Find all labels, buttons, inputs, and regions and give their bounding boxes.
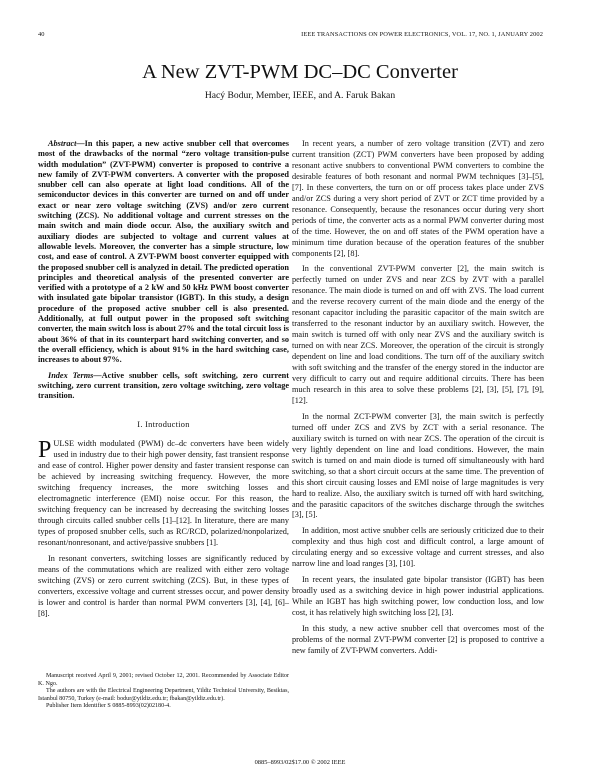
right-paragraph-3: In the normal ZCT-PWM converter [3], the main switch is perfectly turned off under ZCS and ZVS by ZCT with a serial resonance. The auxiliary switch is turned on with near ZCS. The operation of the circuit is very lightly dependent on line and load conditions. However, the main switch is turned on and main diode is turned off simultaneously with hard switching, so that a short circuit occurs at the same time. The prevention of this short circuit causing losses and EMI noise of large magnitudes is very hard to realize. Also, the auxiliary switch is turned off with hard switching, and the parasitic capacitors of the switches discharge through the switches [3], [5].	[292, 411, 544, 520]
intro-paragraph-2: In resonant converters, switching losses are significantly reduced by means of the commutations which are realized with either zero voltage switching (ZVS) or zero current switching (ZCS). But, in these types of converters, excessive voltage and current stresses occur, and power density is lower and control is harder than normal PWM converters [3], [4], [6]–[8].	[38, 553, 289, 618]
abstract-label: Abstract—	[48, 139, 85, 148]
footnote-identifier: Publisher Item Identifier S 0885-8993(02)02180-4.	[46, 703, 171, 710]
footnote-received: Manuscript received April 9, 2001; revised October 12, 2001. Recommended by Associate Editor K. Ngo.	[38, 673, 289, 687]
section-heading: I. Introduction	[137, 420, 190, 430]
left-column	[38, 139, 289, 620]
copyright-line: 0885–8993/02$17.00 © 2002 IEEE	[254, 759, 346, 766]
right-paragraph-5: In recent years, the insulated gate bipolar transistor (IGBT) has been broadly used as a switching device in high power industrial applications. While an IGBT has high switching power, low conduction loss, and low cost, it has relatively high switching loss [2], [3].	[292, 575, 544, 618]
drop-cap: P	[38, 437, 52, 464]
index-terms-label: Index Terms—	[48, 370, 102, 380]
right-paragraph-2: In the conventional ZVT-PWM converter [2], the main switch is perfectly turned on under ZVS and near ZCS by ZVT with a parallel resonance. The main diode is turned on and off with ZVS. The load current and the reverse recovery current of the main diode and the energy of the resonant capacitor including the parasitic capacitor of the main switch are transferred to the resonant inductor by an auxiliary switch. However, the main switch is turned off with only near ZVS and the auxiliary switch is turned on with near ZCS. Moreover, the operation of the circuit is strongly dependent on line and load conditions. The turn off of the auxiliary switch with soft switching and the transfer of the energy stored in the inductor are very difficult to carry out and require additional circuits. There has been much research in this area to solve these problems [2], [3], [5], [7], [9], [12].	[292, 264, 544, 405]
right-column	[292, 139, 544, 657]
index-terms-text: Active snubber cells, soft switching, zero current switching, zero current transition, zero voltage switching, zero voltage transition.	[38, 370, 289, 401]
intro-p1-text: ULSE width modulated (PWM) dc–dc converters have been widely used in industry due to their high power density, fast transient response and ease of control. Higher power density and faster transient response can be achieved by increasing switching frequency. However, the more switching frequency increases, the more switching losses and electromagnetic interference (EMI) noise occur. For this reason, the switching frequency can be increased by decreasing the switching losses through circuits called snubber cells [1]–[12]. In literature, there are many types of proposed snubber cells, such as RC/RCD, polarized/nonpolarized, resonant/nonresonant, and active/passive snubbers [1].	[38, 439, 289, 547]
abstract-text: In this paper, a new active snubber cell that overcomes most of the drawbacks of the normal “zero voltage transition-pulse width modulation” (ZVT-PWM) converter is proposed to contrive a new family of ZVT-PWM converters. A converter with the proposed snubber cell can also operate at light load conditions. All of the semiconductor devices in this converter are turned on and off under exact or near zero voltage switching (ZVS) and/or zero current switching (ZCS). No additional voltage and current stresses on the main switch and main diode occur. Also, the auxiliary switch and auxiliary diodes are subjected to voltage and current values at allowable levels. Moreover, the converter has a simple structure, low cost, and ease of control. A ZVT-PWM boost converter equipped with the proposed snubber cell is analyzed in detail. The predicted operation principles and theoretical analysis of the presented converter are verified with a prototype of a 2 kW and 50 kHz PWM boost converter with insulated gate bipolar transistor (IGBT). In this study, a design procedure of the proposed active snubber cell is also presented. Additionally, at full output power in the proposed soft switching converter, the main switch loss is about 27% and the total circuit loss is about 36% of that in its counterpart hard switching converter, and so the overall efficiency, which is about 91% in the hard switching case, increases to about 97%.	[38, 139, 289, 365]
page-number: 40	[38, 31, 45, 38]
right-paragraph-4: In addition, most active snubber cells are seriously criticized due to their complexity and thus high cost and difficult control, a large amount of circulating energy and so excessive voltage and current stresses, and also narrow line and load ranges [3], [10].	[292, 526, 544, 569]
journal-header: IEEE TRANSACTIONS ON POWER ELECTRONICS, VOL. 17, NO. 1, JANUARY 2002	[301, 31, 543, 38]
right-paragraph-6: In this study, a new active snubber cell that overcomes most of the problems of the normal ZVT-PWM converter [2] is proposed to contrive a new family of ZVT-PWM converters. Addi-	[292, 624, 544, 655]
footnote	[38, 673, 289, 711]
paper-title: A New ZVT-PWM DC–DC Converter	[142, 61, 458, 83]
footnote-affiliation: The authors are with the Electrical Engineering Department, Yildiz Technical University, Besiktas, Istanbul 80750, Turkey (e-mail: bodur@yildiz.edu.tr; fbakan@yildiz.edu.tr).	[38, 688, 289, 702]
index-terms	[38, 371, 289, 402]
authors: Hacý Bodur, Member, IEEE, and A. Faruk Bakan	[204, 90, 396, 101]
abstract	[38, 139, 289, 366]
intro-paragraph-1	[38, 439, 289, 549]
right-paragraph-1: In recent years, a number of zero voltage transition (ZVT) and zero current transition (ZCT) PWM converters have been proposed by adding resonant active snubbers to conventional PWM converters to combine the desirable features of both resonant and normal PWM techniques [3]–[5], [7]. In these converters, the turn on or off process takes place under ZVS and/or ZCS during a very short period of ZVT or ZCT time provided by a resonance. Consequently, because the resonances occur during very short periods of time, the converter acts as a normal PWM converter during most of the time. However, the on and off states of the PWM operation have a minimum time duration because of the operation features of the snubber components [2], [8].	[292, 139, 544, 258]
